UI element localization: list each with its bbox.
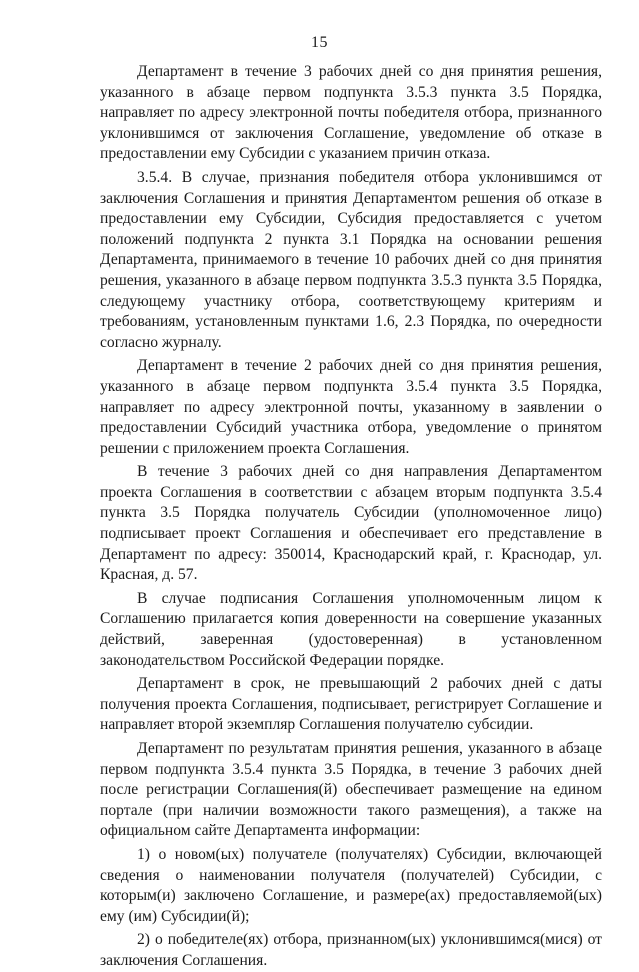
list-item-1: 1) о новом(ых) получателе (получателях) Субсидии, включающей сведения о наименовании получателя (получателей) Субсидии, с которым(и) заключено Соглашение, и размере(ах) предоставляемой(ых) ему (им) Субсидии(й); <box>100 845 602 925</box>
paragraph-3-5-4: 3.5.4. В случае, признания победителя отбора уклонившимся от заключения Соглашения и принятия Департаментом решения об отказе в предоставлении ему Субсидии, Субсидия предоставляется с учетом положений подпункта 2 пункта 3.1 Порядка на основании решения Департамента, принимаемого в течение 10 рабочих дней со дня принятия решения, указанного в абзаце первом подпункта 3.5.3 пункта 3.5 Порядка, следующему участнику отбора, соответствующему критериям и требованиям, установленным пунктами 1.6, 2.3 Порядка, по очередности согласно журналу. <box>100 168 602 351</box>
list-item-2: 2) о победителе(ях) отбора, признанном(ых) уклонившимся(мися) от заключения Соглашения. <box>100 931 602 969</box>
paragraph-notice-decision: Департамент в течение 2 рабочих дней со дня принятия решения, указанного в абзаце первом подпункта 3.5.4 пункта 3.5 Порядка, направляет по адресу электронной почты, указанному в заявлении о предоставлении Субсидий участника отбора, уведомление о принятом решении с приложением проекта Соглашения. <box>100 357 602 457</box>
paragraph-publication: Департамент по результатам принятия решения, указанного в абзаце первом подпункта 3.5.4 пункта 3.5 Порядка, в течение 3 рабочих дней после регистрации Соглашения(й) обеспечивает размещение на едином портале (при наличии возможности такого размещения), а также на официальном сайте Департамента информации: <box>100 740 602 840</box>
paragraph-power-of-attorney: В случае подписания Соглашения уполномоченным лицом к Соглашению прилагается копия доверенности на совершение указанных действий, заверенная (удостоверенная) в установленном законодательством Российской Федерации порядке. <box>100 589 602 669</box>
paragraph-registration: Департамент в срок, не превышающий 2 рабочих дней с даты получения проекта Соглашения, подписывает, регистрирует Соглашение и направляет второй экземпляр Соглашения получателю субсидии. <box>100 675 602 734</box>
document-body <box>100 62 602 972</box>
page-number: 15 <box>311 34 328 51</box>
paragraph-signing-deadline: В течение 3 рабочих дней со дня направления Департаментом проекта Соглашения в соответствии с абзацем вторым подпункта 3.5.4 пункта 3.5 Порядка получатель Субсидии (уполномоченное лицо) подписывает проект Соглашения и обеспечивает его представление в Департамент по адресу: 350014, Краснодарский край, г. Краснодар, ул. Красная, д. 57. <box>100 463 602 584</box>
paragraph-notice-refusal: Департамент в течение 3 рабочих дней со дня принятия решения, указанного в абзаце первом подпункта 3.5.3 пункта 3.5 Порядка, направляет по адресу электронной почты победителя отбора, признанного уклонившимся от заключения Соглашение, уведомление об отказе в предоставлении ему Субсидии с указанием причин отказа. <box>100 63 602 163</box>
